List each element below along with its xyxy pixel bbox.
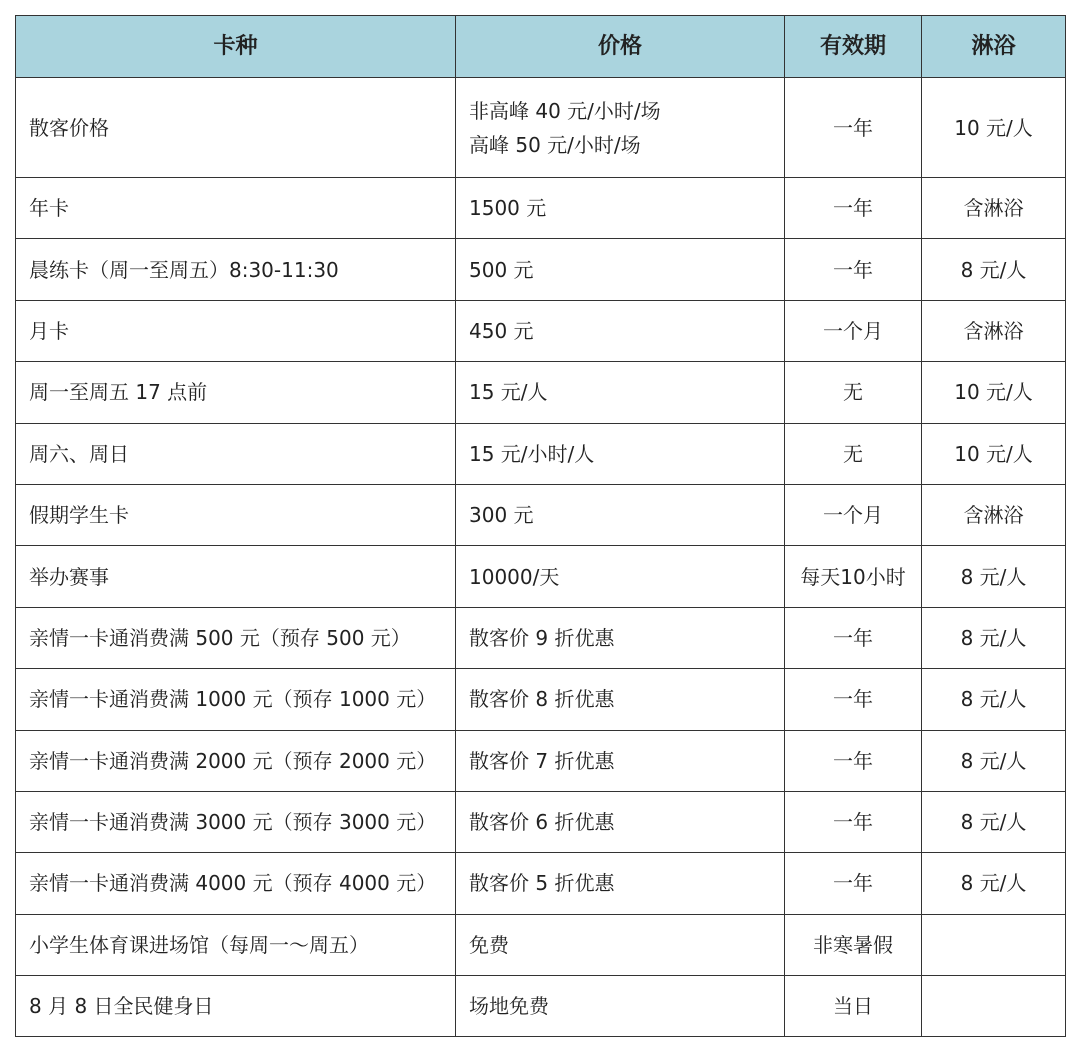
- cell-card-type: 周六、周日: [16, 423, 456, 484]
- cell-card-type: 亲情一卡通消费满 4000 元（预存 4000 元）: [16, 853, 456, 914]
- table-row: [16, 791, 1066, 852]
- cell-price: 散客价 6 折优惠: [456, 791, 785, 852]
- cell-shower: 8 元/人: [922, 239, 1066, 300]
- cell-shower: 8 元/人: [922, 853, 1066, 914]
- table-row: [16, 976, 1066, 1037]
- cell-price: 500 元: [456, 239, 785, 300]
- header-row: [16, 16, 1066, 78]
- cell-shower: [922, 914, 1066, 975]
- cell-card-type: 举办赛事: [16, 546, 456, 607]
- cell-validity: 一个月: [785, 300, 922, 361]
- table-header: [16, 16, 1066, 78]
- cell-validity: 非寒暑假: [785, 914, 922, 975]
- cell-price: 1500 元: [456, 178, 785, 239]
- cell-shower: 8 元/人: [922, 546, 1066, 607]
- header-validity: 有效期: [785, 16, 922, 78]
- table-row: [16, 423, 1066, 484]
- cell-card-type: 8 月 8 日全民健身日: [16, 976, 456, 1037]
- cell-price: 15 元/小时/人: [456, 423, 785, 484]
- table-row: [16, 362, 1066, 423]
- cell-validity: 一个月: [785, 484, 922, 545]
- cell-card-type: 亲情一卡通消费满 1000 元（预存 1000 元）: [16, 669, 456, 730]
- table-row: [16, 239, 1066, 300]
- cell-card-type: 年卡: [16, 178, 456, 239]
- cell-validity: 无: [785, 362, 922, 423]
- cell-shower: 10 元/人: [922, 362, 1066, 423]
- table-row: [16, 546, 1066, 607]
- price-line-peak: 高峰 50 元/小时/场: [469, 132, 641, 157]
- cell-price: 10000/天: [456, 546, 785, 607]
- table-row: [16, 914, 1066, 975]
- price-table: [15, 15, 1066, 1037]
- cell-shower: 8 元/人: [922, 730, 1066, 791]
- header-card-type: 卡种: [16, 16, 456, 78]
- cell-shower: 含淋浴: [922, 484, 1066, 545]
- cell-validity: 一年: [785, 853, 922, 914]
- cell-price: 散客价 5 折优惠: [456, 853, 785, 914]
- cell-shower: 8 元/人: [922, 669, 1066, 730]
- table-body: [16, 78, 1066, 1037]
- cell-card-type: 亲情一卡通消费满 2000 元（预存 2000 元）: [16, 730, 456, 791]
- cell-price: 450 元: [456, 300, 785, 361]
- header-price: 价格: [456, 16, 785, 78]
- cell-card-type: 亲情一卡通消费满 500 元（预存 500 元）: [16, 607, 456, 668]
- cell-card-type: 晨练卡（周一至周五）8:30-11:30: [16, 239, 456, 300]
- cell-validity: 一年: [785, 730, 922, 791]
- table-row: [16, 730, 1066, 791]
- cell-validity: 一年: [785, 791, 922, 852]
- cell-card-type: 周一至周五 17 点前: [16, 362, 456, 423]
- cell-card-type: 小学生体育课进场馆（每周一～周五）: [16, 914, 456, 975]
- cell-shower: 10 元/人: [922, 423, 1066, 484]
- cell-validity: 一年: [785, 78, 922, 178]
- table-row: [16, 853, 1066, 914]
- table-row: [16, 300, 1066, 361]
- cell-card-type: 亲情一卡通消费满 3000 元（预存 3000 元）: [16, 791, 456, 852]
- cell-validity: 每天10小时: [785, 546, 922, 607]
- cell-price: 散客价 8 折优惠: [456, 669, 785, 730]
- table-row: [16, 607, 1066, 668]
- cell-validity: 当日: [785, 976, 922, 1037]
- price-table-container: [15, 15, 1066, 1037]
- cell-shower: 含淋浴: [922, 300, 1066, 361]
- table-row: [16, 78, 1066, 178]
- cell-card-type: 月卡: [16, 300, 456, 361]
- table-row: [16, 669, 1066, 730]
- cell-price: 场地免费: [456, 976, 785, 1037]
- cell-validity: 一年: [785, 607, 922, 668]
- cell-price: 15 元/人: [456, 362, 785, 423]
- cell-shower: 8 元/人: [922, 791, 1066, 852]
- cell-shower: 含淋浴: [922, 178, 1066, 239]
- cell-validity: 一年: [785, 669, 922, 730]
- cell-shower: 8 元/人: [922, 607, 1066, 668]
- cell-price: 免费: [456, 914, 785, 975]
- header-shower: 淋浴: [922, 16, 1066, 78]
- cell-price: [456, 78, 785, 178]
- cell-card-type: 假期学生卡: [16, 484, 456, 545]
- cell-validity: 无: [785, 423, 922, 484]
- cell-price: 散客价 7 折优惠: [456, 730, 785, 791]
- cell-validity: 一年: [785, 239, 922, 300]
- cell-price: 散客价 9 折优惠: [456, 607, 785, 668]
- table-row: [16, 484, 1066, 545]
- price-line-offpeak: 非高峰 40 元/小时/场: [469, 98, 661, 123]
- cell-shower: [922, 976, 1066, 1037]
- cell-shower: 10 元/人: [922, 78, 1066, 178]
- table-row: [16, 178, 1066, 239]
- cell-price: 300 元: [456, 484, 785, 545]
- cell-card-type: 散客价格: [16, 78, 456, 178]
- cell-validity: 一年: [785, 178, 922, 239]
